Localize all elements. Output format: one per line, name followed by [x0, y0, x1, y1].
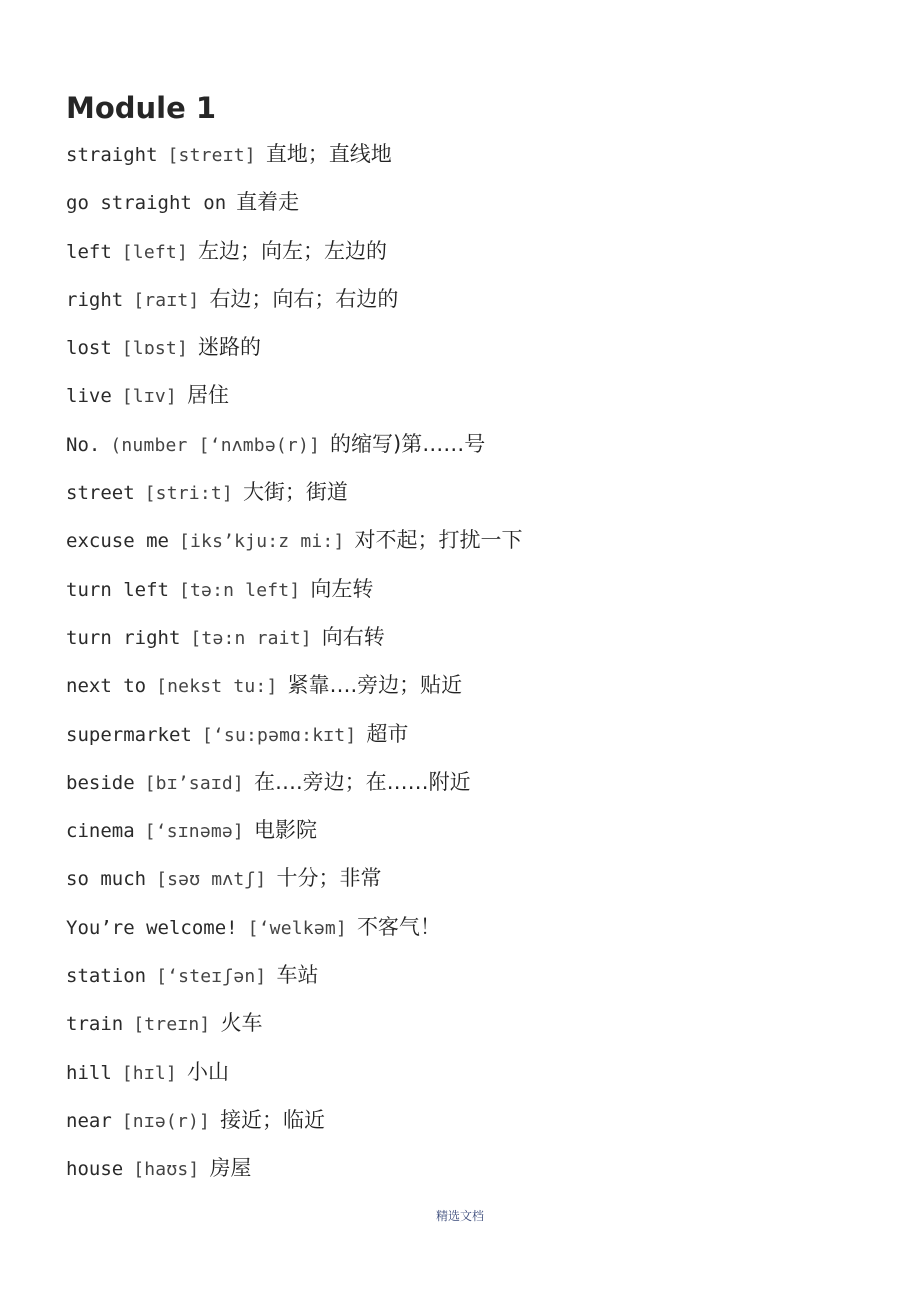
vocab-entry — [66, 474, 866, 522]
vocab-entry — [66, 764, 866, 812]
vocab-meaning: 车站 — [276, 963, 319, 988]
vocab-entry — [66, 1005, 866, 1053]
vocab-meaning: 大街；街道 — [242, 480, 348, 505]
page-footer: 精选文档 — [435, 1209, 484, 1223]
vocab-word: You’re welcome! — [66, 916, 238, 939]
vocab-phonetic: [raɪt] — [133, 289, 200, 311]
vocab-meaning: 房屋 — [209, 1156, 252, 1181]
vocab-phonetic: [left] — [121, 241, 188, 263]
vocab-meaning: 居住 — [186, 383, 229, 408]
vocab-meaning: 电影院 — [253, 818, 317, 843]
vocab-word: beside — [66, 771, 135, 794]
vocab-word: so much — [66, 868, 147, 891]
vocab-word: lost — [66, 337, 112, 360]
vocab-word: live — [66, 385, 112, 408]
vocab-word: left — [66, 240, 112, 263]
vocab-phonetic: [nɪə(r)] — [121, 1110, 211, 1132]
vocab-meaning: 的缩写)第……号 — [330, 431, 486, 456]
vocab-meaning: 十分；非常 — [276, 866, 382, 891]
vocab-phonetic: [tə:n rait] — [190, 627, 312, 649]
vocab-phonetic: [haʊs] — [133, 1159, 200, 1181]
vocab-phonetic: [‘sɪnəmə] — [144, 821, 244, 843]
vocab-entry — [66, 1102, 866, 1150]
vocab-word: train — [66, 1013, 124, 1036]
vocab-entry — [66, 667, 866, 715]
vocab-entry — [66, 860, 866, 908]
vocab-word: turn left — [66, 578, 169, 601]
vocab-entry — [66, 619, 866, 667]
vocab-meaning: 直地；直线地 — [265, 142, 392, 166]
vocab-word: go straight on — [66, 192, 227, 215]
vocab-word: No. — [66, 433, 101, 456]
vocab-meaning: 对不起；打扰一下 — [354, 528, 523, 553]
vocab-meaning: 左边；向左；左边的 — [198, 238, 387, 263]
vocab-entry — [66, 1054, 866, 1102]
vocab-entry — [66, 1150, 866, 1198]
vocab-entry — [66, 426, 866, 474]
vocab-phonetic: [‘steɪʃən] — [156, 966, 267, 988]
vocab-entry — [66, 329, 866, 377]
vocab-word: next to — [66, 675, 147, 698]
vocab-phonetic: [treɪn] — [133, 1014, 211, 1036]
vocab-word: right — [66, 288, 124, 311]
vocab-entry — [66, 233, 866, 281]
vocab-entry — [66, 281, 866, 329]
vocab-phonetic: [iks’kju:z mi:] — [178, 531, 345, 553]
vocab-word: excuse me — [66, 530, 169, 553]
vocab-entry — [66, 522, 866, 570]
vocab-phonetic: [stri:t] — [144, 483, 233, 505]
vocab-word: street — [66, 482, 135, 505]
vocab-meaning: 右边；向右；右边的 — [209, 286, 399, 311]
vocab-phonetic: [hɪl] — [121, 1062, 177, 1084]
vocab-phonetic: [tə:n left] — [178, 579, 301, 601]
page-title: Module 1 — [66, 91, 217, 125]
vocab-phonetic: [səʊ mʌtʃ] — [156, 869, 267, 891]
vocab-entry — [66, 812, 866, 860]
vocab-word: straight — [66, 144, 158, 166]
vocab-phonetic: [streɪt] — [167, 145, 256, 166]
vocab-meaning: 在….旁边；在……附近 — [253, 769, 471, 794]
vocab-meaning: 超市 — [366, 721, 409, 746]
vocab-meaning: 小山 — [186, 1059, 229, 1084]
vocab-meaning: 接近；临近 — [220, 1107, 326, 1132]
vocab-word: supermarket — [66, 723, 192, 746]
vocab-entry — [66, 957, 866, 1005]
vocab-entry — [66, 184, 866, 232]
vocab-meaning: 不客气！ — [356, 914, 441, 939]
vocab-entry — [66, 136, 866, 184]
vocab-phonetic: (number [‘nʌmbə(r)] — [110, 434, 321, 456]
vocab-phonetic: [‘welkəm] — [247, 917, 347, 939]
vocab-meaning: 紧靠….旁边；贴近 — [287, 673, 463, 698]
vocab-meaning: 直着走 — [236, 190, 300, 215]
vocab-word: near — [66, 1109, 112, 1132]
vocab-phonetic: [nekst tu:] — [156, 676, 278, 698]
vocab-meaning: 向右转 — [321, 624, 385, 649]
vocab-entry — [66, 909, 866, 957]
vocab-meaning: 火车 — [220, 1011, 263, 1036]
vocab-phonetic: [‘su:pəmɑ:kɪt] — [201, 724, 357, 746]
vocab-phonetic: [lɒst] — [121, 338, 188, 360]
vocab-meaning: 迷路的 — [198, 335, 261, 360]
vocab-meaning: 向左转 — [310, 576, 374, 601]
vocab-word: turn right — [66, 626, 181, 649]
vocab-word: hill — [66, 1061, 112, 1084]
vocab-entry — [66, 377, 866, 425]
vocab-word: station — [66, 965, 147, 988]
vocab-word: cinema — [66, 820, 135, 843]
vocab-entry — [66, 571, 866, 619]
vocab-phonetic: [bɪ’saɪd] — [144, 772, 244, 794]
vocab-entry — [66, 716, 866, 764]
vocab-word: house — [66, 1158, 124, 1181]
vocabulary-list — [66, 136, 866, 1199]
vocab-phonetic: [lɪv] — [121, 386, 177, 408]
